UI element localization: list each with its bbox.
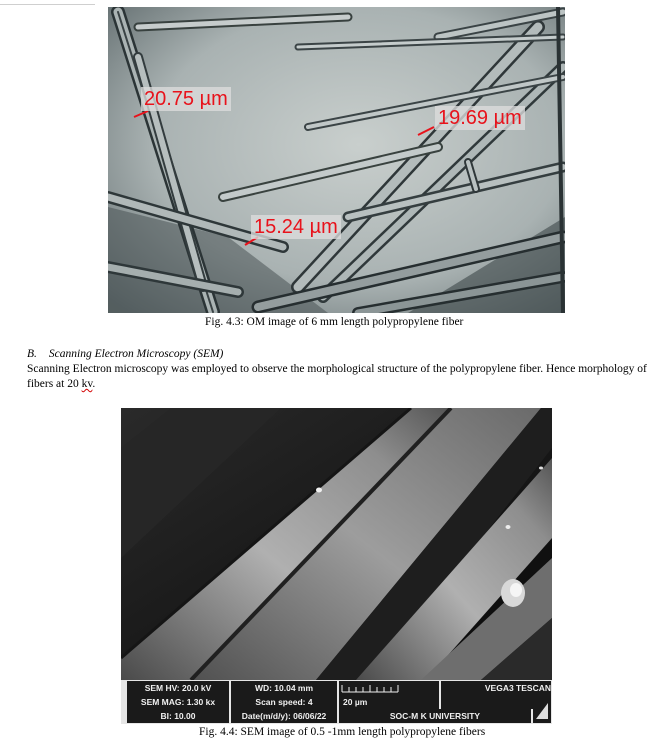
section-title: Scanning Electron Microscopy (SEM) — [48, 348, 224, 360]
paragraph-text: Scanning Electron microscopy was employed to observe the morphological structure of the polypropylene fiber. Hence morphology of fibers at 20 — [27, 363, 647, 390]
tescan-logo-icon — [533, 697, 551, 723]
section-number: B. — [27, 348, 37, 360]
measurement-label: 20.75 µm — [141, 87, 231, 111]
section-heading — [27, 348, 223, 360]
scale-bar — [339, 681, 439, 695]
scale-bar-label: 20 µm — [339, 695, 439, 709]
sem-date: Date(m/d/y): 06/06/22 — [231, 709, 337, 723]
scale-bar-ticks — [341, 681, 401, 695]
om-micrograph — [108, 7, 565, 313]
sem-fiber-drawing — [121, 408, 552, 680]
om-figure-caption: Fig. 4.3: OM image of 6 mm length polypropylene fiber — [205, 316, 464, 328]
sem-figure-caption: Fig. 4.4: SEM image of 0.5 -1mm length polypropylene fibers — [199, 726, 486, 738]
sem-bi: BI: 10.00 — [127, 709, 229, 723]
section-paragraph — [27, 362, 652, 392]
measurement-label: 15.24 µm — [251, 215, 341, 239]
corner-line — [0, 0, 95, 5]
sem-brand: VEGA3 TESCAN — [441, 681, 551, 695]
om-fiber-drawing — [108, 7, 565, 313]
sem-scan-speed: Scan speed: 4 — [231, 695, 337, 709]
sem-magnification: SEM MAG: 1.30 kx — [127, 695, 229, 709]
sem-info-bar — [121, 680, 552, 724]
sem-wd: WD: 10.04 mm — [231, 681, 337, 695]
sem-institution: SOC-M K UNIVERSITY — [339, 709, 531, 723]
spellcheck-flagged-word: kv — [81, 378, 93, 390]
sem-hv: SEM HV: 20.0 kV — [127, 681, 229, 695]
measurement-label: 19.69 µm — [435, 106, 525, 130]
sem-micrograph — [121, 408, 552, 724]
paragraph-end: . — [92, 378, 96, 390]
